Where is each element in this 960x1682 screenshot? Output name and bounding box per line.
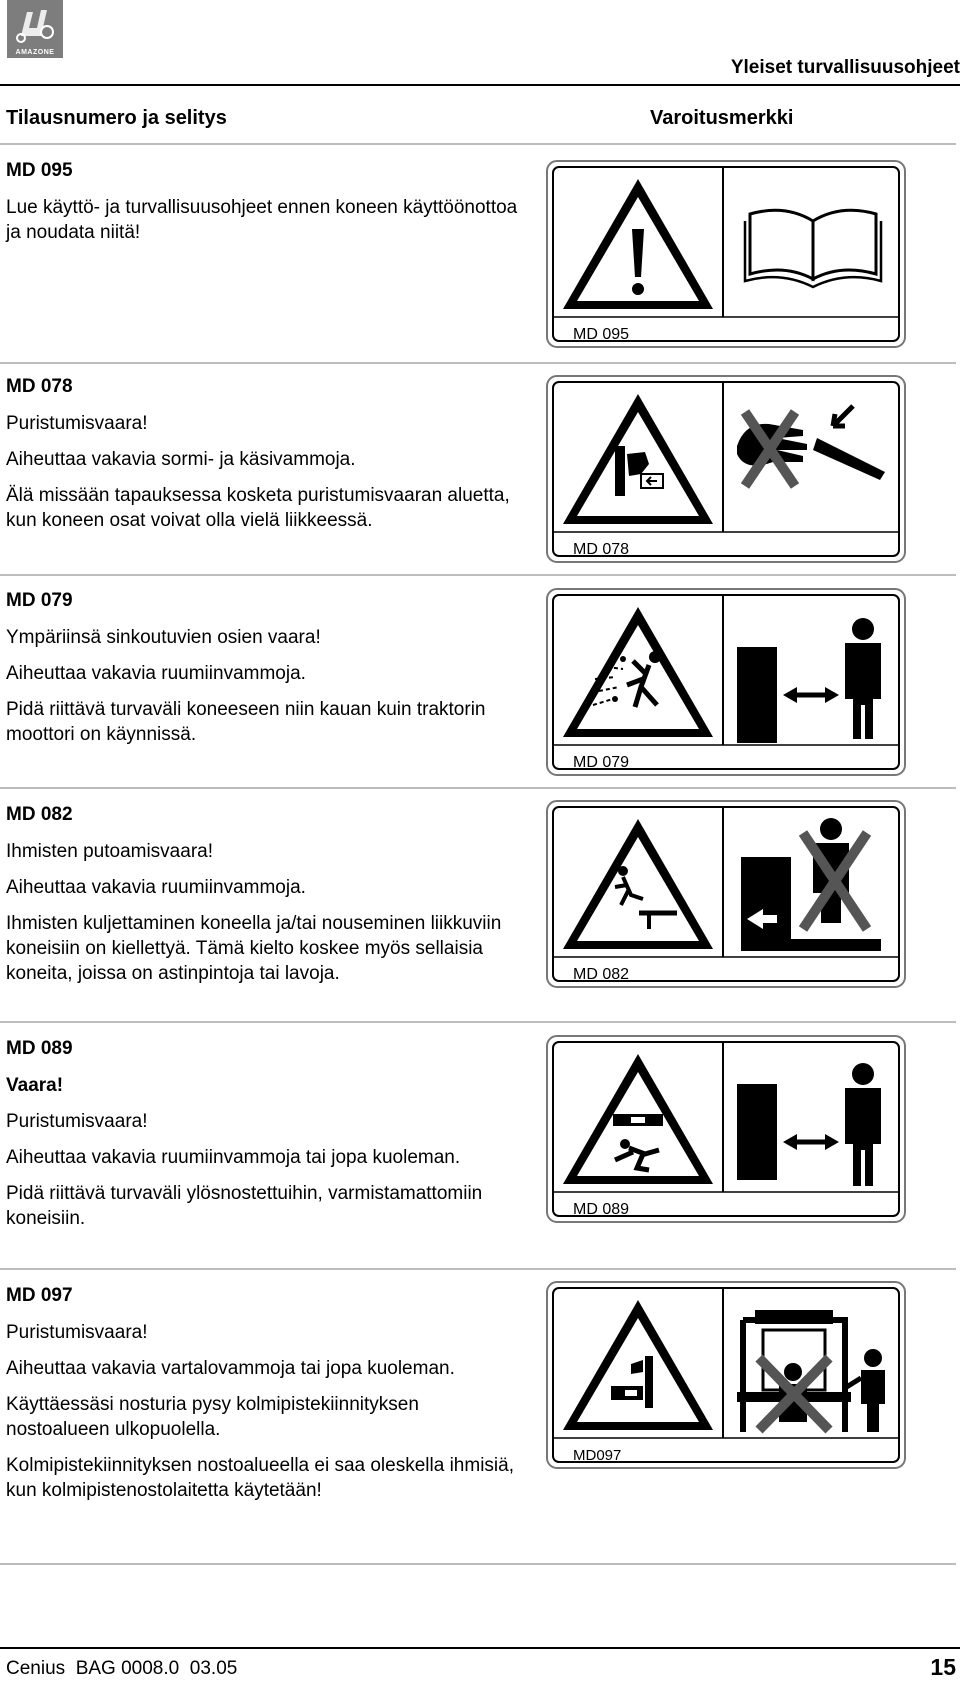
section-line: Pidä riittävä turvaväli koneeseen niin kauan kuin traktorin moottori on käynnissä.: [6, 699, 486, 745]
section-line: Puristumisvaara!: [6, 1111, 148, 1132]
section-divider: [0, 1563, 956, 1565]
section-line: Aiheuttaa vakavia ruumiinvammoja tai jopa kuoleman.: [6, 1147, 461, 1168]
footer-rule: [0, 1647, 960, 1649]
warning-sign-md097: [545, 1280, 907, 1470]
section-line: Ihmisten kuljettaminen koneella ja/tai nouseminen liikkuviin koneisiin on kiellettyä. Tämä kielto koskee myös sellaisia koneita, joissa on astinpintoja tai lavoja.: [6, 913, 502, 984]
footer-document-id: Cenius BAG 0008.0 03.05: [6, 1658, 238, 1679]
header-rule: [0, 84, 960, 86]
section-divider: [0, 1021, 956, 1023]
running-title: Yleiset turvallisuusohjeet: [730, 57, 960, 78]
section-line: Ihmisten putoamisvaara!: [6, 841, 213, 862]
section-divider: [0, 574, 956, 576]
sign-label: MD 089: [573, 1201, 630, 1218]
section-md089: [6, 1036, 526, 1242]
section-line: Aiheuttaa vakavia ruumiinvammoja.: [6, 663, 306, 684]
section-divider: [0, 1268, 956, 1270]
section-md095: [6, 158, 526, 256]
warning-sign-md082: [545, 799, 907, 989]
warning-sign-md095: [545, 159, 907, 349]
section-code: MD 078: [6, 376, 73, 397]
sign-label: MD 078: [573, 541, 630, 558]
page-number: 15: [930, 1654, 956, 1680]
section-line: Aiheuttaa vakavia ruumiinvammoja.: [6, 877, 306, 898]
section-md097: [6, 1283, 526, 1514]
section-line: Ympäriinsä sinkoutuvien osien vaara!: [6, 627, 321, 648]
sign-label: MD 082: [573, 966, 630, 983]
section-divider: [0, 362, 956, 364]
section-code: MD 082: [6, 804, 73, 825]
warning-sign-md089: [545, 1034, 907, 1224]
warning-sign-md078: [545, 374, 907, 564]
section-line: Kolmipistekiinnityksen nostoalueella ei saa oleskella ihmisiä, kun kolmipistenostolaitetta käytetään!: [6, 1455, 514, 1501]
sign-label: MD 095: [573, 326, 630, 343]
section-divider: [0, 787, 956, 789]
warning-sign-md079: [545, 587, 907, 777]
sign-label: MD 079: [573, 754, 630, 771]
section-code: MD 097: [6, 1285, 73, 1306]
logo-emblem-icon: [7, 0, 63, 46]
section-code: MD 089: [6, 1038, 73, 1059]
section-code: MD 079: [6, 590, 73, 611]
section-line: Käyttäessäsi nosturia pysy kolmipistekiinnityksen nostoalueen ulkopuolella.: [6, 1394, 419, 1440]
section-md079: [6, 588, 526, 758]
section-divider: [0, 143, 956, 145]
section-md082: [6, 802, 526, 997]
section-line: Lue käyttö- ja turvallisuusohjeet ennen koneen käyttöönottoa ja noudata niitä!: [6, 197, 518, 243]
section-line: Älä missään tapauksessa kosketa puristumisvaaran aluetta, kun koneen osat voivat olla vielä liikkeessä.: [6, 485, 510, 531]
section-line: Pidä riittävä turvaväli ylösnostettuihin, varmistamattomiin koneisiin.: [6, 1183, 483, 1229]
section-emphasis: Vaara!: [6, 1075, 64, 1096]
section-line: Puristumisvaara!: [6, 1322, 148, 1343]
section-line: Aiheuttaa vakavia sormi- ja käsivammoja.: [6, 449, 356, 470]
section-md078: [6, 374, 526, 544]
column-heading-left: Tilausnumero ja selitys: [6, 107, 227, 129]
section-code: MD 095: [6, 160, 73, 181]
sign-label: MD097: [573, 1447, 622, 1464]
amazone-logo: [7, 0, 63, 58]
column-heading-right: Varoitusmerkki: [650, 107, 794, 129]
section-line: Aiheuttaa vakavia vartalovammoja tai jopa kuoleman.: [6, 1358, 455, 1379]
section-line: Puristumisvaara!: [6, 413, 148, 434]
logo-text: AMAZONE: [15, 49, 55, 56]
